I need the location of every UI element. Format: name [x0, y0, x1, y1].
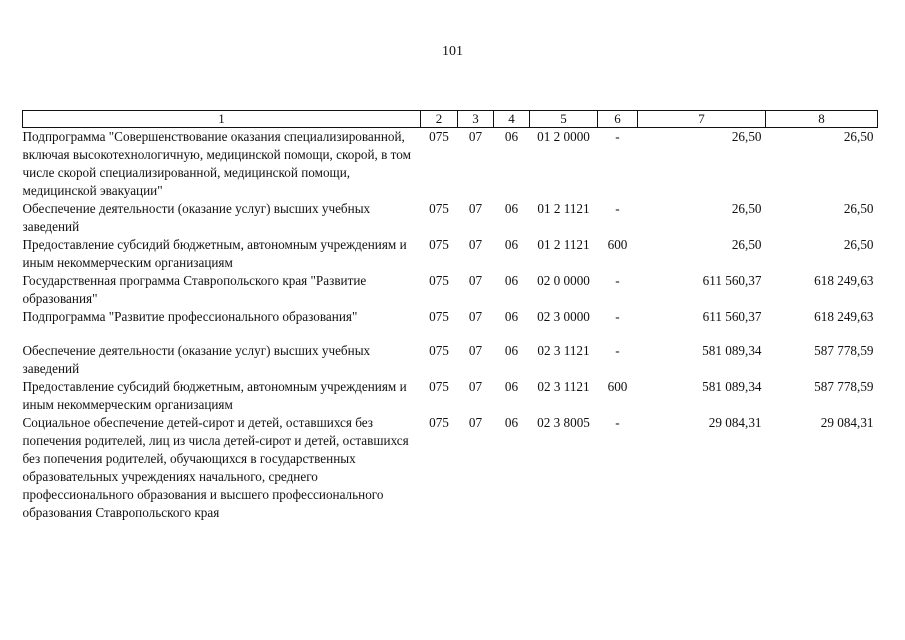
cell-expense-type: 600 — [607, 379, 628, 394]
column-header: 4 — [494, 111, 530, 128]
cell-amount-7: 26,50 — [731, 201, 762, 216]
cell-expense-type: - — [615, 129, 620, 144]
cell-ministry: 075 — [429, 237, 449, 252]
column-header: 5 — [530, 111, 598, 128]
cell-target-article: 02 3 0000 — [537, 309, 590, 324]
cell-target-article: 02 0 0000 — [537, 273, 590, 288]
cell-subsection: 06 — [504, 379, 519, 394]
cell-subsection: 06 — [504, 273, 519, 288]
cell-section: 07 — [468, 237, 483, 252]
cell-target-article: 01 2 1121 — [537, 201, 590, 216]
cell-ministry: 075 — [429, 379, 449, 394]
header-row — [23, 111, 878, 128]
cell-ministry: 075 — [429, 309, 449, 324]
page-number: 101 — [442, 44, 463, 59]
cell-subsection: 06 — [504, 309, 519, 324]
table-row — [23, 272, 878, 308]
cell-ministry: 075 — [429, 129, 449, 144]
cell-section: 07 — [468, 309, 483, 324]
cell-subsection: 06 — [504, 237, 519, 252]
cell-amount-7: 29 084,31 — [708, 415, 762, 430]
cell-section: 07 — [468, 415, 483, 430]
cell-ministry: 075 — [429, 201, 449, 216]
table-row — [23, 200, 878, 236]
column-header: 1 — [23, 111, 421, 128]
table-row — [23, 414, 878, 522]
column-header: 8 — [766, 111, 878, 128]
cell-amount-7: 611 560,37 — [702, 309, 762, 324]
cell-expense-type: 600 — [607, 237, 628, 252]
row-name: Предоставление субсидий бюджетным, автономным учреждениям и иным некоммерческим организациям — [22, 379, 407, 412]
cell-subsection: 06 — [504, 201, 519, 216]
budget-table — [22, 110, 878, 522]
cell-ministry: 075 — [429, 415, 449, 430]
row-name: Социальное обеспечение детей-сирот и детей, оставшихся без попечения родителей, лиц из числа детей-сирот и детей, оставшихся без попечения родителей, обучающихся в государственных образовательных учреждениях начального, среднего профессионального образования и высшего профессионального образования Ставропольского края — [22, 415, 409, 520]
cell-ministry: 075 — [429, 343, 449, 358]
column-header: 2 — [421, 111, 458, 128]
cell-target-article: 02 3 8005 — [537, 415, 590, 430]
cell-expense-type: - — [615, 343, 620, 358]
table-row — [23, 308, 878, 326]
row-name: Подпрограмма "Совершенствование оказания специализированной, включая высокотехнологичную, медицинской помощи, скорой, в том числе скорой специализированной, медицинской помощи, медицинской эвакуации" — [22, 129, 411, 198]
cell-amount-7: 611 560,37 — [702, 273, 762, 288]
cell-amount-7: 581 089,34 — [702, 343, 762, 358]
table-row — [23, 378, 878, 414]
cell-target-article: 01 2 0000 — [537, 129, 590, 144]
cell-subsection: 06 — [504, 129, 519, 144]
column-header: 7 — [638, 111, 766, 128]
cell-section: 07 — [468, 273, 483, 288]
cell-section: 07 — [468, 379, 483, 394]
column-header: 3 — [458, 111, 494, 128]
row-name: Предоставление субсидий бюджетным, автономным учреждениям и иным некоммерческим организациям — [22, 237, 407, 270]
cell-amount-8: 26,50 — [843, 237, 874, 252]
cell-expense-type: - — [615, 201, 620, 216]
row-name: Подпрограмма "Развитие профессионального образования" — [22, 309, 358, 324]
cell-amount-8: 618 249,63 — [814, 273, 874, 288]
row-name: Обеспечение деятельности (оказание услуг) высших учебных заведений — [22, 343, 371, 376]
cell-target-article: 02 3 1121 — [537, 379, 590, 394]
row-name: Государственная программа Ставропольского края "Развитие образования" — [22, 273, 367, 306]
cell-amount-8: 618 249,63 — [814, 309, 874, 324]
table-row — [23, 128, 878, 201]
table-row — [23, 326, 878, 378]
cell-expense-type: - — [615, 309, 620, 324]
cell-ministry: 075 — [429, 273, 449, 288]
cell-amount-8: 29 084,31 — [820, 415, 874, 430]
table-row — [23, 236, 878, 272]
cell-section: 07 — [468, 343, 483, 358]
cell-amount-8: 587 778,59 — [814, 379, 874, 394]
cell-expense-type: - — [615, 415, 620, 430]
cell-expense-type: - — [615, 273, 620, 288]
cell-amount-8: 26,50 — [843, 201, 874, 216]
cell-amount-7: 26,50 — [731, 237, 762, 252]
cell-target-article: 01 2 1121 — [537, 237, 590, 252]
cell-target-article: 02 3 1121 — [537, 343, 590, 358]
cell-amount-8: 26,50 — [843, 129, 874, 144]
row-name: Обеспечение деятельности (оказание услуг) высших учебных заведений — [22, 201, 371, 234]
cell-amount-7: 581 089,34 — [702, 379, 762, 394]
cell-section: 07 — [468, 129, 483, 144]
cell-subsection: 06 — [504, 415, 519, 430]
cell-subsection: 06 — [504, 343, 519, 358]
cell-amount-8: 587 778,59 — [814, 343, 874, 358]
cell-section: 07 — [468, 201, 483, 216]
column-header: 6 — [598, 111, 638, 128]
cell-amount-7: 26,50 — [731, 129, 762, 144]
